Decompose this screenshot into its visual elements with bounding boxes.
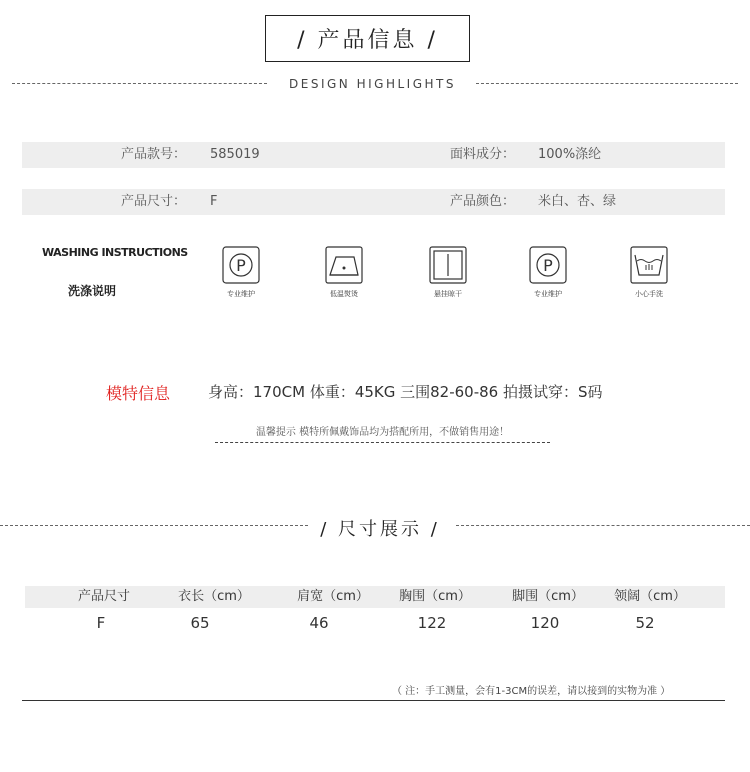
washing-title-cn: 洗涤说明 (68, 284, 117, 298)
size-header-cell: 胸围（cm） (399, 589, 471, 604)
professional-cleaning-p-icon (528, 245, 568, 285)
wash-label-2: 低温熨烫 (330, 290, 358, 298)
model-info-label: 模特信息 (106, 384, 171, 403)
page-title-box (265, 15, 470, 62)
low-temperature-iron-icon (324, 245, 364, 285)
sku-value: 585019 (210, 147, 260, 162)
size-header-cell: 肩宽（cm） (297, 589, 369, 604)
wash-item-3 (413, 245, 483, 299)
model-info-details: 身高：170CM 体重：45KG 三围82-60-86 拍摄试穿：S码 (208, 383, 603, 401)
fabric-label: 面料成分： (450, 147, 516, 162)
wash-label-5: 小心手洗 (635, 290, 663, 298)
info-row-2 (22, 189, 725, 215)
hand-wash-icon (629, 245, 669, 285)
professional-cleaning-p-icon (221, 245, 261, 285)
divider-right (476, 83, 738, 84)
size-section-title: / 尺寸展示 / (320, 519, 440, 540)
wash-label-3: 悬挂晾干 (434, 290, 462, 298)
divider-left (12, 83, 267, 84)
wash-label-4: 专业维护 (534, 290, 562, 298)
svg-text:P: P (543, 256, 553, 275)
sku-label: 产品款号： (121, 147, 187, 162)
wash-label-1: 专业维护 (227, 290, 255, 298)
page-subtitle: DESIGN HIGHLIGHTS (289, 77, 456, 91)
size-table-cell: 52 (635, 614, 655, 632)
wash-item-1 (206, 245, 276, 299)
info-row-1 (22, 142, 725, 168)
size-header-cell: 脚围（cm） (512, 589, 584, 604)
model-note: 温馨提示 模特所佩戴饰品均为搭配所用，不做销售用途！ (215, 423, 550, 443)
hang-dry-icon (428, 245, 468, 285)
size-table-cell: 120 (530, 614, 560, 632)
color-label: 产品颜色： (450, 194, 516, 209)
size-header-cell: 产品尺寸 (77, 589, 130, 604)
measurement-note: （ 注：手工测量，会有1-3CM的误差，请以接到的实物为准 ） (392, 686, 671, 697)
wash-item-5 (614, 245, 684, 299)
size-divider-right (456, 525, 750, 526)
size-table-cell: 65 (190, 614, 210, 632)
size-table-cell: 46 (309, 614, 329, 632)
size-header-cell: 领阔（cm） (614, 589, 686, 604)
wash-item-4 (513, 245, 583, 299)
size-label: 产品尺寸： (121, 194, 187, 209)
color-value: 米白、杏、绿 (538, 194, 617, 209)
svg-text:P: P (236, 256, 246, 275)
size-divider-left (0, 525, 308, 526)
size-header-cell: 衣长（cm） (178, 589, 250, 604)
bottom-divider (22, 700, 725, 701)
fabric-value: 100%涤纶 (538, 147, 602, 162)
size-value: F (210, 194, 218, 209)
washing-title-en: WASHING INSTRUCTIONS (42, 246, 188, 259)
size-table-cell: F (96, 614, 106, 632)
page-title: / 产品信息 / (297, 28, 438, 53)
size-table-cell: 122 (417, 614, 447, 632)
wash-item-2 (309, 245, 379, 299)
